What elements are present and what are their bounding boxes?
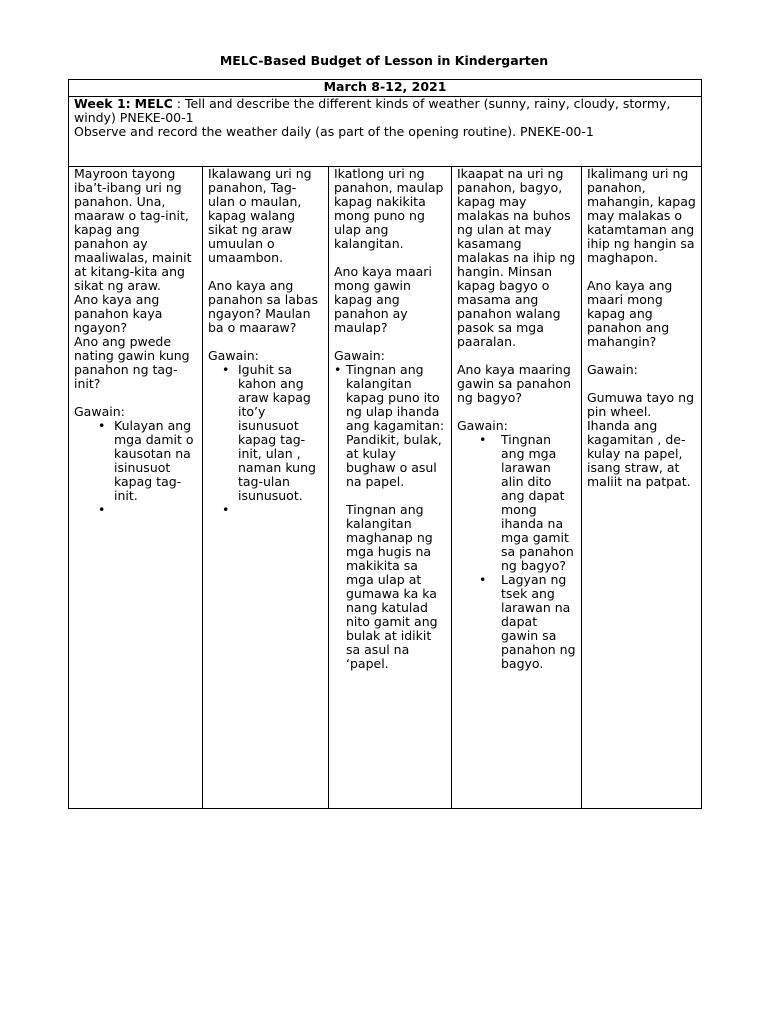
- day-1-activity-list: [74, 419, 197, 517]
- day-2-cell: [203, 167, 329, 809]
- day-4-activity-list: [457, 433, 576, 671]
- week-label: Week 1:: [74, 96, 131, 111]
- day-1-activity-item: • Kulayan ang mga damit o kausotan na isinusuot kapag tag-init.: [114, 419, 197, 503]
- day-3-activity-item: • Tingnan ang kalangitan kapag puno ito ng ulap ihanda ang kagamitan: Pandikit, bulak, at kulay bughaw o asul na papel.: [346, 363, 446, 489]
- day-1-question-2: Ano ang pwede nating gawin kung panahon ng tag-init?: [74, 334, 190, 391]
- day-3-extra-activity: Tingnan ang kalangitan maghanap ng mga hugis na makikita sa mga ulap at gumawa ka ka nang katulad nito gamit ang bulak at idikit sa asul na ‘papel.: [346, 502, 438, 671]
- day-5-cell: [582, 167, 702, 809]
- day-2-gawain-label: Gawain:: [208, 348, 259, 363]
- day-4-activity-item: • Tingnan ang mga larawan alin dito ang dapat mong ihanda na mga gamit sa panahon ng bagyo?: [501, 433, 576, 573]
- day-2-activity-item: • Iguhit sa kahon ang araw kapag ito’y isunusuot kapag tag-init, ulan , naman kung tag-ulan isunusuot.: [238, 363, 323, 503]
- day-1-intro: Mayroon tayong iba’t-ibang uri ng panahon. Una, maaraw o tag-init, kapag ang panahon ay maaliwalas, mainit at kitang-kita ang sikat ng araw.: [74, 166, 192, 293]
- date-range: March 8-12, 2021: [69, 80, 702, 97]
- day-2-activity-item-empty: [238, 503, 323, 517]
- day-4-question: Ano kaya maaring gawin sa panahon ng bagyo?: [457, 362, 572, 405]
- date-row: [69, 80, 702, 97]
- day-5-gawain-label: Gawain:: [587, 362, 638, 377]
- melc-cell: [69, 97, 702, 167]
- day-2-intro: Ikalawang uri ng panahon, Tag-ulan o maulan, kapag walang sikat ng araw umuulan o umaambon.: [208, 166, 312, 265]
- melc-row: [69, 97, 702, 167]
- day-3-question: Ano kaya maari mong gawin kapag ang panahon ay maulap?: [334, 264, 432, 335]
- day-4-intro: Ikaapat na uri ng panahon, bagyo, kapag may malakas na buhos ng ulan at may kasamang malakas na ihip ng hangin. Minsan kapag bagyo o masama ang panahon walang pasok sa mga paaralan.: [457, 166, 576, 349]
- document-title: MELC-Based Budget of Lesson in Kindergarten: [219, 53, 549, 68]
- day-3-cell: [329, 167, 452, 809]
- day-2-activity-list: [208, 363, 323, 517]
- day-1-activity-item-empty: [114, 503, 197, 517]
- day-5-intro: Ikalimang uri ng panahon, mahangin, kapag may malakas o katamtaman ang ihip ng hangin sa maghapon.: [587, 166, 696, 265]
- melc-routine: Observe and record the weather daily (as part of the opening routine). PNEKE-00-1: [74, 124, 594, 139]
- day-5-activity: Gumuwa tayo ng pin wheel. Ihanda ang kagamitan , de-kulay na papel, isang straw, at maliit na patpat.: [587, 390, 695, 489]
- melc-label: MELC: [134, 96, 173, 111]
- lesson-table: [68, 79, 702, 809]
- day-3-intro: Ikatlong uri ng panahon, maulap kapag nakikita mong puno ng ulap ang kalangitan.: [334, 166, 444, 251]
- daily-activities-row: [69, 167, 702, 809]
- day-3-gawain-label: Gawain:: [334, 348, 385, 363]
- day-1-cell: [69, 167, 203, 809]
- day-1-question: Ano kaya ang panahon kaya ngayon?: [74, 292, 163, 335]
- day-2-question: Ano kaya ang panahon sa labas ngayon? Maulan ba o maaraw?: [208, 278, 319, 335]
- day-4-gawain-label: Gawain:: [457, 418, 508, 433]
- day-4-cell: [452, 167, 582, 809]
- day-3-activity-list: [334, 363, 446, 489]
- day-4-activity-item: • Lagyan ng tsek ang larawan na dapat gawin sa panahon ng bagyo.: [501, 573, 576, 671]
- melc-competency: : Tell and describe the different kinds of weather (sunny, rainy, cloudy, stormy, windy) PNEKE-00-1: [74, 96, 671, 125]
- day-1-gawain-label: Gawain:: [74, 404, 125, 419]
- day-5-question: Ano kaya ang maari mong kapag ang panahon ang mahangin?: [587, 278, 673, 349]
